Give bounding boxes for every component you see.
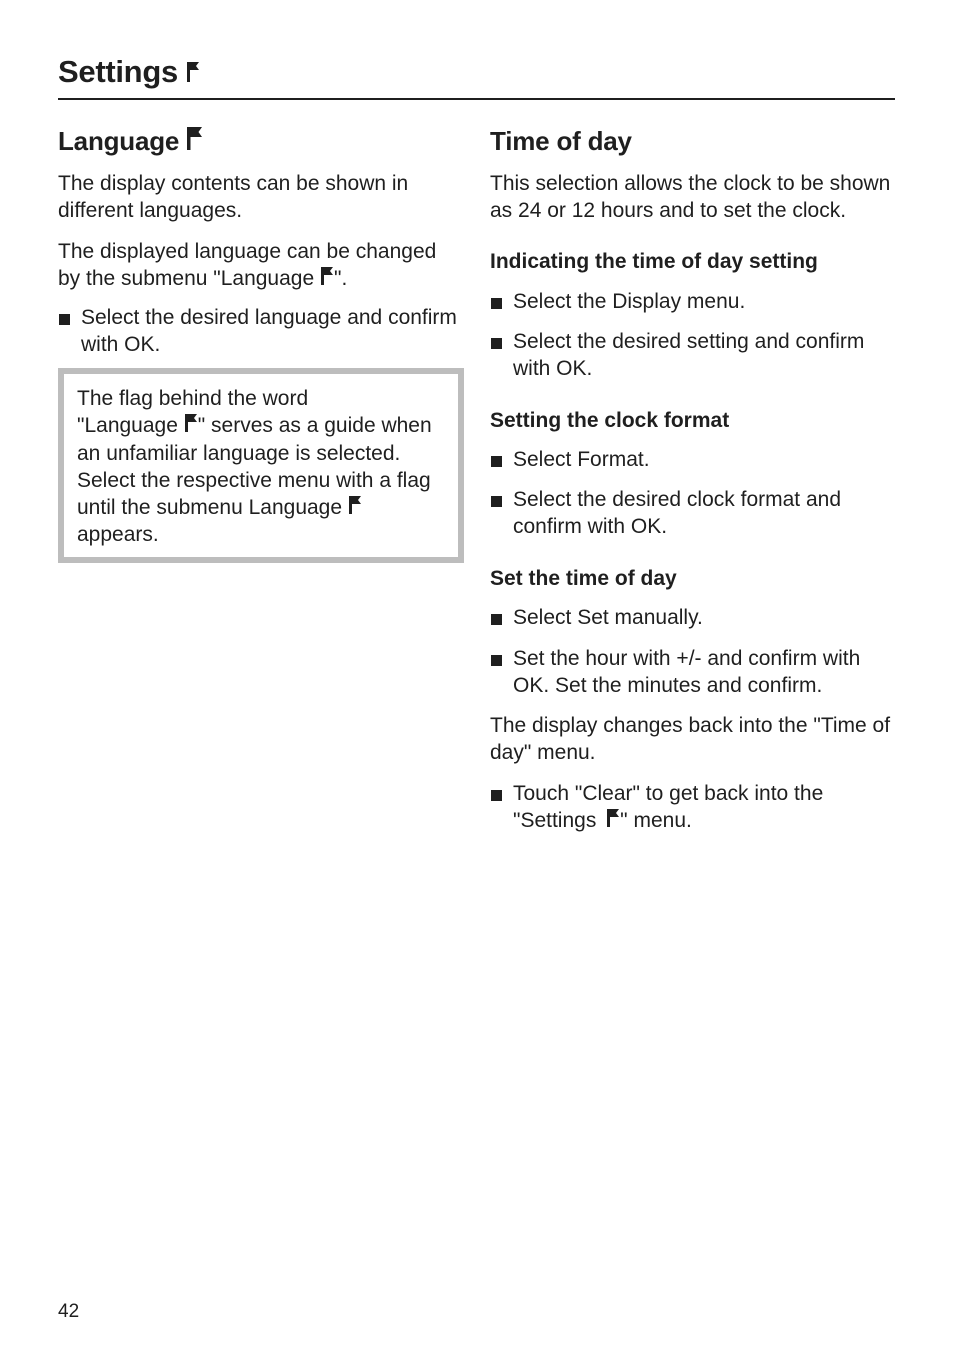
list-item [490, 288, 895, 315]
language-heading [58, 120, 464, 162]
bullet-icon [491, 298, 502, 309]
language-para-1: The display contents can be shown in different languages. [58, 172, 409, 222]
language-para-2-end: ". [334, 267, 348, 290]
list-item [490, 604, 895, 631]
section-title: Set the time of day [490, 567, 677, 590]
list-item-text: Select the desired language and confirm with OK. [81, 306, 457, 356]
time-of-day-column [490, 120, 895, 834]
page-title-text: Settings [58, 54, 178, 89]
bullet-icon [491, 456, 502, 467]
list-item-text: Select the desired clock format and confirm with OK. [513, 488, 842, 538]
list-item-text: Touch "Clear" to get back into the "Settings [513, 782, 824, 832]
flag-icon [184, 413, 198, 432]
flag-icon [348, 495, 362, 514]
list-item-text: Select Format. [513, 448, 650, 471]
bullet-icon [59, 314, 70, 325]
flag-icon [320, 266, 334, 285]
section-title: Indicating the time of day setting [490, 250, 818, 273]
list-item-text: Set the hour with +/- and confirm with OK. Set the minutes and confirm. [513, 647, 861, 697]
language-column [58, 120, 464, 563]
list-item [490, 328, 895, 382]
page-number: 42 [58, 1301, 80, 1322]
note-line-1: The flag behind the word [77, 387, 309, 410]
note-line-2 [77, 412, 445, 467]
section-title: Setting the clock format [490, 409, 730, 432]
note-line-2-text: "Language [77, 414, 184, 438]
bullet-icon [491, 496, 502, 507]
time-of-day-heading: Time of day [490, 126, 632, 156]
list-item-text: Select the Display menu. [513, 290, 746, 313]
list-item [490, 486, 895, 540]
list-item [490, 645, 895, 699]
language-para-2-text: The displayed language can be changed by the submenu "Language [58, 240, 437, 290]
bullet-icon [491, 614, 502, 625]
note-box [58, 368, 464, 563]
list-item [58, 304, 464, 358]
note-line-3-text: Select the respective menu with a flag until the submenu Language [77, 468, 431, 520]
language-heading-text: Language [58, 126, 180, 156]
note-line-2-end: " serves as a guide when an unfamiliar language is selected. [77, 414, 432, 465]
list-item-text-end: " menu. [620, 809, 692, 832]
language-para-2 [58, 238, 464, 292]
bullet-icon [491, 338, 502, 349]
flag-icon [602, 808, 620, 827]
list-item-text: Select Set manually. [513, 606, 703, 629]
time-of-day-closing: The display changes back into the "Time of day" menu. [490, 714, 891, 764]
note-line-4: appears. [77, 523, 159, 547]
page-header [58, 48, 895, 100]
page-title [58, 54, 200, 90]
time-of-day-intro: This selection allows the clock to be shown as 24 or 12 hours and to set the clock. [490, 172, 891, 222]
note-line-3 [77, 467, 445, 549]
list-item-text: Select the desired setting and confirm with OK. [513, 330, 865, 380]
bullet-icon [491, 790, 502, 801]
bullet-icon [491, 655, 502, 666]
flag-icon [186, 60, 200, 82]
list-item [490, 780, 895, 834]
flag-icon [186, 126, 203, 150]
list-item [490, 446, 895, 473]
